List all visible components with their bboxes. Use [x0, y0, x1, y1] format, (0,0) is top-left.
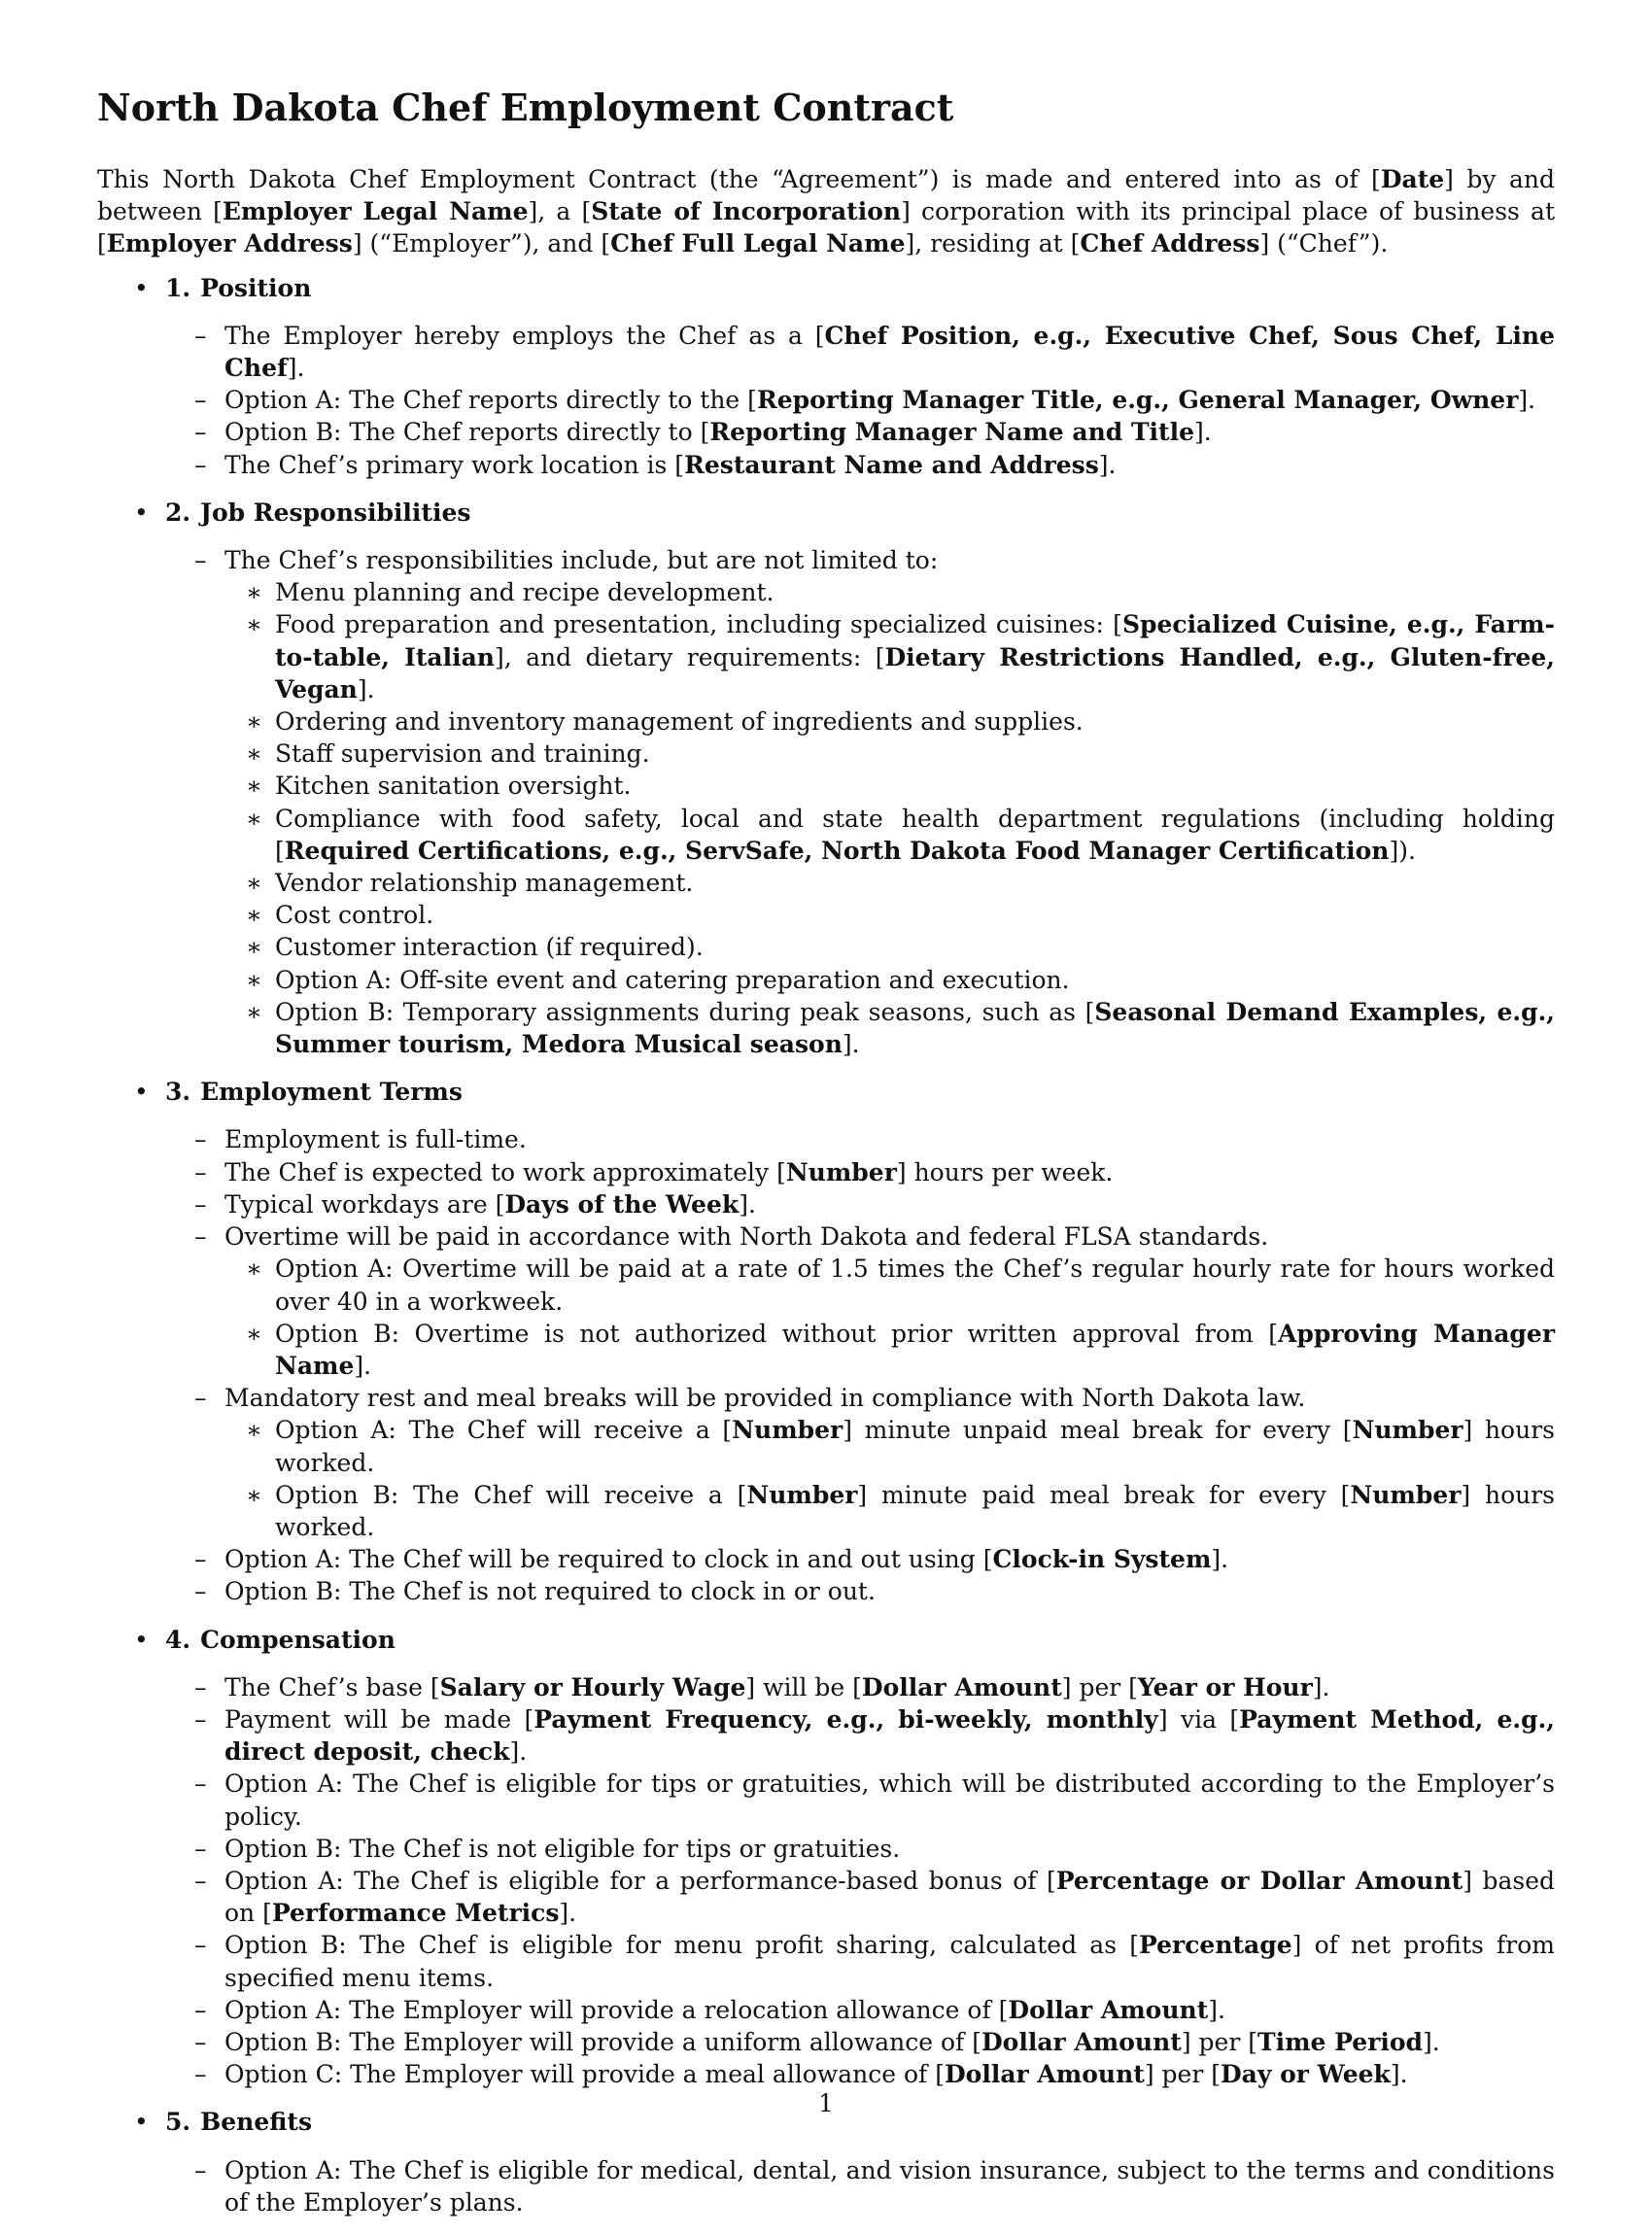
placeholder-field: Dollar Amount: [981, 2027, 1182, 2056]
placeholder-field: Required Certifications, e.g., ServSafe, North Dakota Food Manager Certification: [284, 836, 1390, 865]
asterisk-bullet-icon: ∗: [246, 1319, 262, 1348]
asterisk-bullet-icon: ∗: [246, 739, 262, 769]
text-run: ] hours worked.: [275, 1480, 1555, 1541]
sub-clause-item: [224, 996, 1555, 1060]
clause-item: [97, 1833, 1555, 1865]
section-4: [97, 1624, 1555, 2091]
section-number: 4.: [165, 1625, 191, 1654]
sub-clause-item: [224, 1318, 1555, 1382]
text-run: Food preparation and presentation, including specialized cuisines: [: [275, 610, 1122, 639]
text-run: Option A: The Chef is eligible for a performance-based bonus of [: [224, 1866, 1056, 1895]
text-run: The Chef’s primary work location is [: [224, 450, 685, 479]
text-run: ] will be [: [745, 1672, 862, 1701]
sub-clause-text: [275, 1320, 1555, 1380]
text-run: The Chef’s base [: [224, 1672, 440, 1701]
text-run: ].: [1423, 2027, 1440, 2056]
placeholder-field: Restaurant Name and Address: [684, 450, 1099, 479]
text-run: Option B: The Chef is not eligible for tips or gratuities.: [224, 1834, 901, 1863]
clause-text: [224, 1770, 1555, 1830]
section-1: [97, 272, 1555, 481]
section-title: Position: [200, 273, 312, 302]
sub-clause-item: [224, 576, 1555, 608]
placeholder-field: Day or Week: [1221, 2060, 1391, 2089]
text-run: ].: [1312, 1672, 1330, 1701]
text-run: Compliance with food safety, local and state health department regulations (including holding [: [275, 804, 1555, 865]
sub-clause-text: [275, 707, 1084, 736]
sub-clause-text: [275, 1416, 1555, 1476]
bullet-icon: •: [134, 498, 149, 527]
document-page: [97, 86, 1555, 2234]
asterisk-bullet-icon: ∗: [246, 1480, 262, 1509]
clause-text: [224, 1867, 1555, 1927]
clause-item: [97, 1994, 1555, 2026]
text-run: ] (“Employer”), and [: [352, 229, 611, 258]
clause-text: [224, 1190, 756, 1219]
text-run: ].: [287, 354, 305, 383]
section-title: Employment Terms: [200, 1078, 463, 1107]
text-run: ], a [: [528, 197, 592, 226]
text-run: The Employer hereby employs the Chef as a [: [224, 321, 825, 350]
text-run: ].: [357, 674, 375, 704]
asterisk-bullet-icon: ∗: [246, 1254, 262, 1284]
section-title: Job Responsibilities: [200, 498, 471, 527]
clause-text: [224, 1835, 900, 1863]
placeholder-field: Number: [732, 1416, 843, 1445]
placeholder-field: Number: [1352, 1416, 1463, 1445]
sub-clause-item: [224, 803, 1555, 867]
clause-text: [224, 1931, 1555, 1991]
text-run: Option B: The Chef reports directly to [: [224, 418, 710, 447]
sub-clause-text: [275, 739, 650, 768]
page-number: 1: [818, 2089, 834, 2117]
dash-bullet-icon: –: [194, 1834, 207, 1863]
section-heading: [97, 497, 1555, 529]
sub-clause-text: [275, 966, 1070, 994]
text-run: Vendor relationship management.: [275, 869, 694, 898]
dash-bullet-icon: –: [194, 1577, 207, 1606]
clause-list: [97, 320, 1555, 481]
text-run: Mandatory rest and meal breaks will be provided in compliance with North Dakota law.: [224, 1384, 1306, 1413]
text-run: ].: [1194, 418, 1212, 447]
text-run: ].: [509, 1737, 528, 1767]
bullet-icon: •: [134, 1625, 149, 1654]
asterisk-bullet-icon: ∗: [246, 965, 262, 994]
clause-list: [97, 544, 1555, 1060]
clause-text: [224, 1577, 876, 1605]
clause-text: [224, 546, 938, 574]
clause-item: [97, 1929, 1555, 1993]
asterisk-bullet-icon: ∗: [246, 707, 262, 737]
text-run: Cost control.: [275, 901, 434, 930]
section-number: 2.: [165, 498, 191, 527]
text-run: Option B: Temporary assignments during peak seasons, such as [: [275, 997, 1095, 1026]
asterisk-bullet-icon: ∗: [246, 901, 262, 930]
dash-bullet-icon: –: [194, 1157, 207, 1186]
placeholder-field: Dollar Amount: [944, 2060, 1145, 2089]
section-title: Benefits: [200, 2108, 313, 2137]
text-run: Option B: Overtime is not authorized without prior written approval from [: [275, 1319, 1279, 1348]
clause-text: [224, 322, 1555, 382]
text-run: Option A: Off-site event and catering preparation and execution.: [275, 965, 1070, 994]
placeholder-field: Dollar Amount: [1008, 1995, 1209, 2024]
sub-clause-text: [275, 1481, 1555, 1541]
asterisk-bullet-icon: ∗: [246, 804, 262, 833]
text-run: Option A: The Employer will provide a relocation allowance of [: [224, 1995, 1009, 2024]
asterisk-bullet-icon: ∗: [246, 1416, 262, 1445]
dash-bullet-icon: –: [194, 1222, 207, 1252]
bullet-icon: •: [134, 2108, 149, 2137]
clause-text: [224, 451, 1117, 479]
dash-bullet-icon: –: [194, 1704, 207, 1734]
text-run: Payment will be made [: [224, 1704, 534, 1734]
asterisk-bullet-icon: ∗: [246, 772, 262, 801]
sub-clause-text: [275, 998, 1555, 1058]
dash-bullet-icon: –: [194, 450, 207, 479]
text-run: ].: [1518, 386, 1536, 415]
clause-text: [224, 1384, 1305, 1412]
text-run: Ordering and inventory management of ingredients and supplies.: [275, 707, 1084, 737]
sub-clause-text: [275, 772, 631, 800]
clause-item: [97, 1671, 1555, 1703]
asterisk-bullet-icon: ∗: [246, 933, 262, 962]
clause-item: [97, 1382, 1555, 1543]
text-run: Menu planning and recipe development.: [275, 578, 774, 607]
placeholder-field: Approving Manager Name: [275, 1319, 1555, 1380]
placeholder-field: Employer Legal Name: [222, 197, 529, 226]
text-run: The Chef’s responsibilities include, but are not limited to:: [224, 546, 939, 575]
clause-text: [224, 1222, 1268, 1251]
sub-clause-text: [275, 1254, 1555, 1315]
text-run: ].: [354, 1351, 372, 1380]
asterisk-bullet-icon: ∗: [246, 869, 262, 898]
text-run: ].: [842, 1030, 860, 1059]
text-run: ].: [559, 1899, 577, 1928]
clause-item: [97, 1543, 1555, 1575]
clause-text: [224, 2060, 1408, 2088]
clause-item: [97, 1703, 1555, 1768]
dash-bullet-icon: –: [194, 386, 207, 415]
bullet-icon: •: [134, 273, 149, 302]
text-run: This North Dakota Chef Employment Contract (the “Agreement”) is made and entered into as of [: [97, 165, 1381, 193]
text-run: ] per [: [1181, 2027, 1257, 2056]
text-run: Option A: The Chef reports directly to the [: [224, 386, 757, 415]
asterisk-bullet-icon: ∗: [246, 997, 262, 1026]
text-run: Option B: The Chef is not required to clock in or out.: [224, 1577, 876, 1606]
text-run: ] per [: [1061, 1672, 1138, 1701]
text-run: ], and dietary requirements: [: [494, 642, 885, 671]
dash-bullet-icon: –: [194, 1384, 207, 1413]
section-5: [97, 2106, 1555, 2218]
bullet-icon: •: [134, 1078, 149, 1107]
section-3: [97, 1076, 1555, 1607]
text-run: ] hours per week.: [896, 1157, 1114, 1186]
clause-text: [224, 1545, 1228, 1573]
dash-bullet-icon: –: [194, 2027, 207, 2056]
text-run: ] via [: [1157, 1704, 1240, 1734]
dash-bullet-icon: –: [194, 1545, 207, 1574]
clause-item: [97, 2154, 1555, 2218]
text-run: ] per [: [1144, 2060, 1221, 2089]
sub-clause-item: [224, 738, 1555, 770]
text-run: Option B: The Chef will receive a [: [275, 1480, 747, 1509]
placeholder-field: Number: [1350, 1480, 1462, 1509]
text-run: ]).: [1389, 836, 1416, 865]
document-title: North Dakota Chef Employment Contract: [97, 86, 954, 129]
placeholder-field: Seasonal Demand Examples, e.g., Summer tourism, Medora Musical season: [275, 997, 1555, 1059]
sub-clause-item: [224, 867, 1555, 899]
sub-clause-item: [224, 1253, 1555, 1317]
text-run: ].: [1098, 450, 1117, 479]
text-run: Option A: The Chef will receive a [: [275, 1416, 733, 1445]
placeholder-field: Specialized Cuisine, e.g., Farm-to-table, Italian: [275, 610, 1555, 671]
text-run: ] (“Chef”).: [1259, 229, 1389, 258]
sub-clause-text: [275, 805, 1555, 865]
clause-text: [224, 1125, 527, 1153]
placeholder-field: Days of the Week: [504, 1189, 740, 1219]
clause-text: [224, 1705, 1555, 1766]
text-run: Option C: The Employer will provide a meal allowance of [: [224, 2060, 945, 2089]
placeholder-field: Year or Hour: [1137, 1672, 1313, 1701]
clause-item: [97, 544, 1555, 1060]
section-number: 3.: [165, 1078, 191, 1107]
text-run: ] minute unpaid meal break for every [: [843, 1416, 1353, 1445]
placeholder-field: Dietary Restrictions Handled, e.g., Gluten-free, Vegan: [275, 642, 1556, 704]
intro-paragraph: [97, 163, 1555, 260]
sub-clause-text: [275, 610, 1555, 703]
sub-clause-list: [224, 1253, 1555, 1382]
text-run: ] minute paid meal break for every [: [857, 1480, 1351, 1509]
clause-item: [97, 416, 1555, 448]
text-run: Option A: The Chef is eligible for tips or gratuities, which will be distributed according to the Employer’s policy.: [224, 1770, 1555, 1831]
section-number: 5.: [165, 2108, 191, 2137]
dash-bullet-icon: –: [194, 1866, 207, 1895]
text-run: Option A: Overtime will be paid at a rate of 1.5 times the Chef’s regular hourly rate for hours worked over 40 in a workweek.: [275, 1254, 1555, 1316]
clause-list: [97, 1671, 1555, 2091]
clause-text: [224, 418, 1212, 446]
dash-bullet-icon: –: [194, 546, 207, 575]
dash-bullet-icon: –: [194, 1672, 207, 1701]
section-title: Compensation: [200, 1625, 396, 1654]
section-number: 1.: [165, 273, 191, 302]
sub-clause-item: [224, 1414, 1555, 1478]
text-run: ], residing at [: [905, 229, 1081, 258]
text-run: The Chef is expected to work approximately [: [224, 1157, 786, 1186]
sub-clause-item: [224, 931, 1555, 963]
text-run: ] of net profits from specified menu items.: [224, 1931, 1556, 1992]
text-run: Option A: The Chef is eligible for medical, dental, and vision insurance, subject to the terms and conditions of the Employer’s plans.: [224, 2155, 1555, 2217]
asterisk-bullet-icon: ∗: [246, 578, 262, 607]
placeholder-field: Percentage: [1139, 1931, 1292, 1960]
text-run: ] by and between [: [97, 165, 1555, 226]
text-run: Employment is full-time.: [224, 1125, 527, 1154]
sub-clause-item: [224, 705, 1555, 738]
placeholder-field: Clock-in System: [992, 1545, 1212, 1574]
sub-clause-text: [275, 578, 774, 606]
clause-item: [97, 1865, 1555, 1929]
clause-text: [224, 1996, 1225, 2024]
placeholder-field: Reporting Manager Title, e.g., General Manager, Owner: [756, 386, 1519, 415]
placeholder-field: Number: [785, 1157, 897, 1186]
sub-clause-list: [224, 576, 1555, 1060]
placeholder-field: State of Incorporation: [591, 197, 902, 226]
sub-clause-item: [224, 1479, 1555, 1543]
clause-item: [97, 1575, 1555, 1607]
placeholder-field: Reporting Manager Name and Title: [709, 418, 1195, 447]
placeholder-field: Payment Frequency, e.g., bi-weekly, monthly: [533, 1704, 1158, 1734]
asterisk-bullet-icon: ∗: [246, 610, 262, 639]
text-run: Typical workdays are [: [224, 1189, 505, 1219]
clause-text: [224, 2028, 1440, 2056]
sub-clause-item: [224, 770, 1555, 802]
dash-bullet-icon: –: [194, 2060, 207, 2089]
clause-text: [224, 2156, 1555, 2217]
section-heading: [97, 272, 1555, 304]
sub-clause-text: [275, 901, 433, 929]
clause-item: [97, 1123, 1555, 1155]
placeholder-field: Chef Position, e.g., Executive Chef, Sous Chef, Line Chef: [224, 321, 1555, 383]
clause-item: [97, 1156, 1555, 1188]
text-run: Staff supervision and training.: [275, 739, 650, 769]
text-run: ] corporation with its principal place of business at [: [97, 197, 1555, 258]
placeholder-field: Payment Method, e.g., direct deposit, check: [224, 1704, 1555, 1767]
dash-bullet-icon: –: [194, 2155, 207, 2184]
placeholder-field: Dollar Amount: [861, 1672, 1062, 1701]
placeholder-field: Percentage or Dollar Amount: [1055, 1866, 1463, 1895]
text-run: ].: [739, 1189, 756, 1219]
clause-item: [97, 1768, 1555, 1832]
text-run: ].: [1211, 1545, 1229, 1574]
clause-item: [97, 2058, 1555, 2090]
dash-bullet-icon: –: [194, 321, 207, 350]
clause-item: [97, 1220, 1555, 1382]
section-heading: [97, 1076, 1555, 1108]
dash-bullet-icon: –: [194, 1770, 207, 1799]
dash-bullet-icon: –: [194, 1125, 207, 1154]
sub-clause-text: [275, 869, 693, 897]
dash-bullet-icon: –: [194, 1189, 207, 1219]
section-heading: [97, 1624, 1555, 1656]
dash-bullet-icon: –: [194, 418, 207, 447]
placeholder-field: Employer Address: [106, 229, 353, 258]
text-run: ].: [1390, 2060, 1408, 2089]
clause-item: [97, 2026, 1555, 2058]
sub-clause-item: [224, 608, 1555, 705]
text-run: ] based on [: [224, 1866, 1555, 1928]
clause-text: [224, 1158, 1113, 1186]
clause-item: [97, 320, 1555, 384]
clause-item: [97, 384, 1555, 416]
dash-bullet-icon: –: [194, 1931, 207, 1960]
placeholder-field: Time Period: [1257, 2027, 1424, 2056]
clause-item: [97, 1188, 1555, 1220]
placeholder-field: Date: [1380, 165, 1445, 193]
text-run: Customer interaction (if required).: [275, 933, 704, 962]
text-run: Overtime will be paid in accordance with North Dakota and federal FLSA standards.: [224, 1222, 1269, 1252]
text-run: Option B: The Chef is eligible for menu profit sharing, calculated as [: [224, 1931, 1139, 1960]
sub-clause-list: [224, 1414, 1555, 1543]
placeholder-field: Performance Metrics: [271, 1899, 560, 1928]
section-2: [97, 497, 1555, 1060]
placeholder-field: Chef Address: [1080, 229, 1260, 258]
text-run: ] hours worked.: [275, 1416, 1555, 1477]
sections-container: [97, 272, 1555, 2218]
text-run: Kitchen sanitation oversight.: [275, 772, 632, 801]
clause-text: [224, 1673, 1329, 1701]
sub-clause-item: [224, 899, 1555, 931]
text-run: ].: [1208, 1995, 1225, 2024]
placeholder-field: Salary or Hourly Wage: [439, 1672, 746, 1701]
clause-item: [97, 449, 1555, 481]
clause-list: [97, 2154, 1555, 2218]
clause-list: [97, 1123, 1555, 1607]
text-run: Option B: The Employer will provide a uniform allowance of [: [224, 2027, 981, 2056]
placeholder-field: Number: [746, 1480, 858, 1509]
clause-text: [224, 386, 1535, 414]
sub-clause-text: [275, 933, 704, 961]
dash-bullet-icon: –: [194, 1995, 207, 2024]
text-run: Option A: The Chef will be required to clock in and out using [: [224, 1545, 993, 1574]
placeholder-field: Chef Full Legal Name: [610, 229, 906, 258]
sub-clause-item: [224, 964, 1555, 996]
